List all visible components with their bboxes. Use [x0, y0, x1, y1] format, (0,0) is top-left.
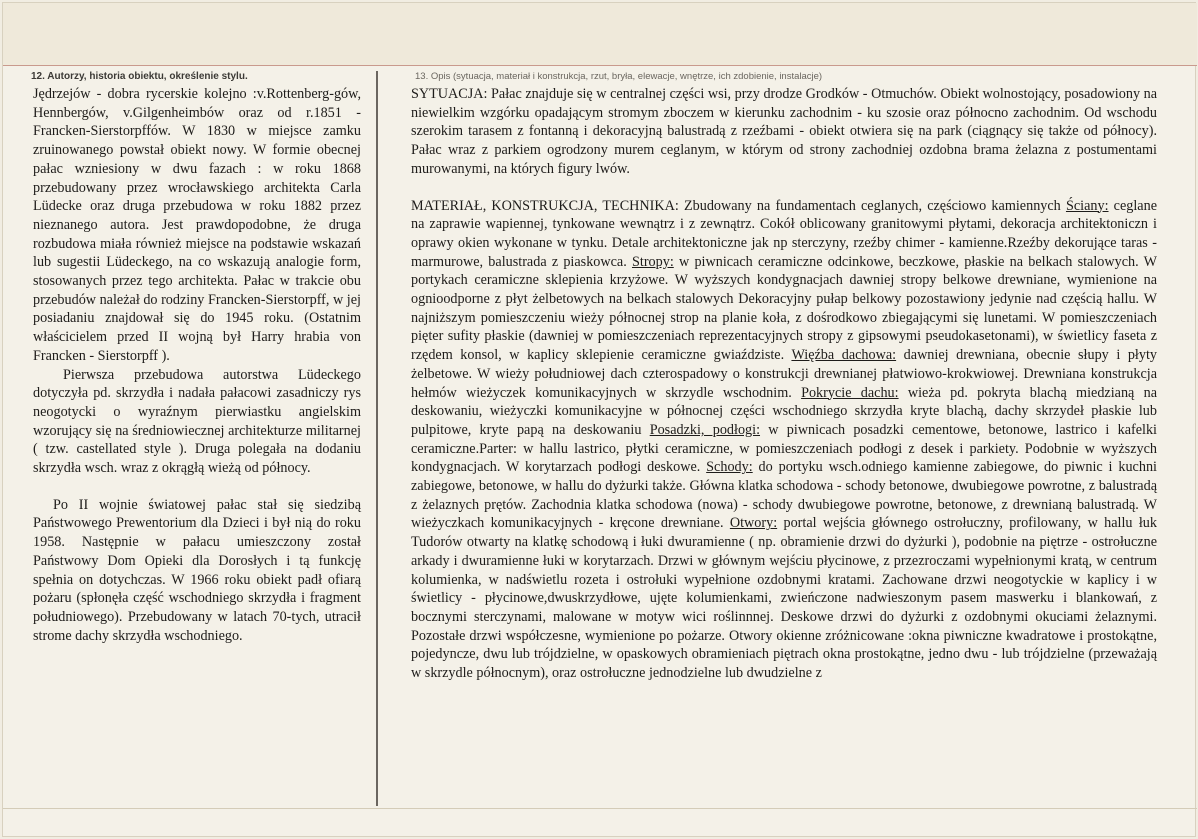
history-paragraph-1: Jędrzejów - dobra rycerskie kolejno :v.Rottenberg-gów, Hennbergów, v.Gilgenheimbów oraz od r.1851 - Francken-Sierstorpffów. W 1830 w miejsce zamku zruinowanego powstał obiekt nowy. W formie obecnej pałac wzniesiony w dwu fazach : w roku 1868 przebudowany przez wrocławskiego architekta Carla Lüdecke oraz druga przebudowa w roku 1882 przez nieznanego autora. Jest prawdopodobne, że druga rozbudowa miała również miejsce na podstawie wskazań lub sugestii Lüdeckego, na co wskazują analogie form, stosowanych przez tego architekta. Pałac w trakcie obu przebudów należał do rodziny Francken-Sierstorpff, w jej posiadaniu znajdował się do 1945 roku. (Ostatnim właścicielem przed II wojną był Harry hrabia von Francken - Sierstorpff ). — [33, 86, 361, 364]
material-intro: MATERIAŁ, KONSTRUKCJA, TECHNIKA: Zbudowany na fundamentach ceglanych, częściowo kamiennych — [411, 197, 1061, 214]
stropy-label: Stropy: — [631, 253, 674, 270]
posadzki-label: Posadzki, podłogi: — [649, 421, 761, 438]
sciany-label: Ściany: — [1065, 197, 1109, 214]
wiezba-label: Więźba dachowa: — [791, 347, 897, 364]
history-paragraph-3: Po II wojnie światowej pałac stał się siedzibą Państwowego Prewentorium dla Dzieci i był nią do roku 1958. Następnie w pałacu umieszczony został Państwowy Dom Opieki dla Dorosłych i tą funkcję spełnia on dotychczas. W 1966 roku obiekt padł ofiarą pożaru (spłonęła część wschodniego skrzydła i fragment południowego). Przebudowany w latach 70-tych, utracił strome dachy skrzydła wschodniego. — [33, 496, 361, 644]
column-divider — [376, 71, 378, 806]
wiezba-text: dawniej drewniana, obecnie słupy i płyty żelbetowe. W wieży południowej dach czterospadowy o konstrukcji drewnianej płatwiowo-krokwiowej. Drewniana konstrukcja hełmów wieżyczek komunikacyjnych w skrzydle wschodnim. — [411, 347, 1157, 401]
document-card — [2, 2, 1196, 837]
stropy-text: w piwnicach ceramiczne odcinkowe, beczkowe, płaskie na belkach stalowych. W portykach ceramiczne sklepienia krzyżowe. W wyższych kondygnacjach dawniej stropy belkowe drewniane, wymienione na ognioodporne z płyt żelbetowych na belkach stalowych Dekoracyjny pułap belkowy pozostawiony jedynie nad częścią hallu. W najniższym pomieszczeniu wieży północnej strop na planie koła, z dośrodkowo zbiegającymi się lunetami. W pomieszczeniach pięter sufity płaskie (dawniej w pomieszczeniach reprezentacyjnych stropy z gipsowymi pseudokasetonami), w świetlicy faseta z rzędem konsol, w kaplicy sklepienie ceramiczne gwiaździste. — [411, 253, 1157, 364]
schody-label: Schody: — [706, 459, 753, 476]
top-margin-band — [3, 3, 1197, 65]
posadzki-text: w piwnicach posadzki cementowe, betonowe, lastrico i kafelki ceramiczne.Parter: w hallu lastrico, płytki ceramiczne, w pomieszczeniach podłogi z desek i parkiety. Podobnie w wyższych kondygnacjach. W korytarzach podłogi deskowe. — [411, 421, 1157, 476]
history-paragraph-2: Pierwsza przebudowa autorstwa Lüdeckego dotyczyła pd. skrzydła i nadała pałacowi zasadniczy rys neogotycki o wyraźnym pierwiastku angielskim wzorujący się na średniowiecznej architekturze militarnej ( tzw. castellated style ). Druga polegała na dodaniu skrzydła wsch. wraz z okrągłą wieżą od północy. — [33, 366, 361, 477]
description-column — [411, 85, 1157, 683]
otwory-text: portal wejścia głównego ostrołuczny, profilowany, w hallu łuk Tudorów otwarty na klatkę schodową i łuki dwuramienne ( np. obramienie drzwi do dyżurki ), podobnie na piętrze - ostrołuczne arkady i dwuramienne łuki w korytarzach. Drzwi w głównym wejściu płycinowe, z przezroczami wypełnionymi kratą, w centrum kolumienka, w nadświetlu rozeta i ostrołuki wypełnione ozdobnymi kratami. Zachowane drzwi neogotyckie w kaplicy i w świetlicy - płycinowe,dwuskrzydłowe, ujęte kolumienkami, zwieńczone nadwieszonym pasem maswerku i blankowań, z bocznymi sterczynami, malowane w motyw wici roślinnnej. Deskowe drzwi do dyżurki z ozdobnymi okuciami żelaznymi. Pozostałe drzwi współczesne, wymienione po pożarze. Otwory okienne zróżnicowane :okna piwniczne kwadratowe i prostokątne, pojedyncze, dwu lub trójdzielne, w opaskowych obramieniach piętrach okna prostokątne, jedno dwu - lub trójdzielne (przeważają w skrzydle północnym), oraz ostrołuczne jednodzielne lub dwudzielne z — [411, 515, 1157, 682]
section-12-header: 12. Autorzy, historia obiektu, określenie stylu. — [31, 71, 248, 82]
section-13-header: 13. Opis (sytuacja, materiał i konstrukcja, rzut, bryła, elewacje, wnętrze, ich zdobienie, instalacje) — [415, 71, 823, 82]
schody-text: do portyku wsch.odniego kamienne zabiegowe, do piwnic i kuchni zabiegowe, betonowe, w hallu do dyżurki także. Główna klatka schodowa - schody betonowe, dwubiegowe powrotne, z balustradą z żelaznych prętów. Zachodnia klatka schodowa (nowa) - schody dwubiegowe powrotne, betonowe, z drewnianą balustradą. W wieżyczkach komunikacyjnych - kręcone drewniane. — [411, 459, 1157, 532]
pokrycie-label: Pokrycie dachu: — [801, 384, 899, 401]
material-paragraph — [411, 197, 1157, 683]
pokrycie-text: wieża pd. pokryta blachą miedzianą na deskowaniu, wieżyczki komunikacyjne w północnej części wschodniego skrzydła kryte blachą, dachy skrzydeł płaskie lub pulpitowe, kryte papą na deskowaniu — [411, 384, 1158, 438]
header-rule — [3, 65, 1197, 66]
bottom-rule — [3, 808, 1197, 809]
history-column — [33, 85, 361, 645]
sciany-text: ceglane na zaprawie wapiennej, tynkowane wewnątrz i z zewnątrz. Cokół oblicowany granitowymi płytami, dekoracja architektoniczn i oprawy okien wykonane w tynku. Detale architektoniczne jak np sterczyny, rzeźby chimer - kamienne.Rzeźby dekorujące taras - marmurowe, balustrada z piaskowca. — [411, 197, 1157, 270]
sytuacja-paragraph: SYTUACJA: Pałac znajduje się w centralnej części wsi, przy drodze Grodków - Otmuchów. Obiekt wolnostojący, posadowiony na niewielkim wzgórku opadającym stromym zboczem w kierunku zachodnim - ku szosie oraz północno zachodnim. Od wschodu szerokim tarasem z fontanną i dekoracyjną balustradą z rzeźbami - obiekt otwiera się na park (ciągnący się także od północy). Pałac wraz z parkiem ogrodzony murem ceglanym, w którym od strony zachodniej ozdobna brama żelazna z postumentami murowanymi, na których figury lwów. — [411, 86, 1157, 177]
otwory-label: Otwory: — [729, 515, 778, 532]
